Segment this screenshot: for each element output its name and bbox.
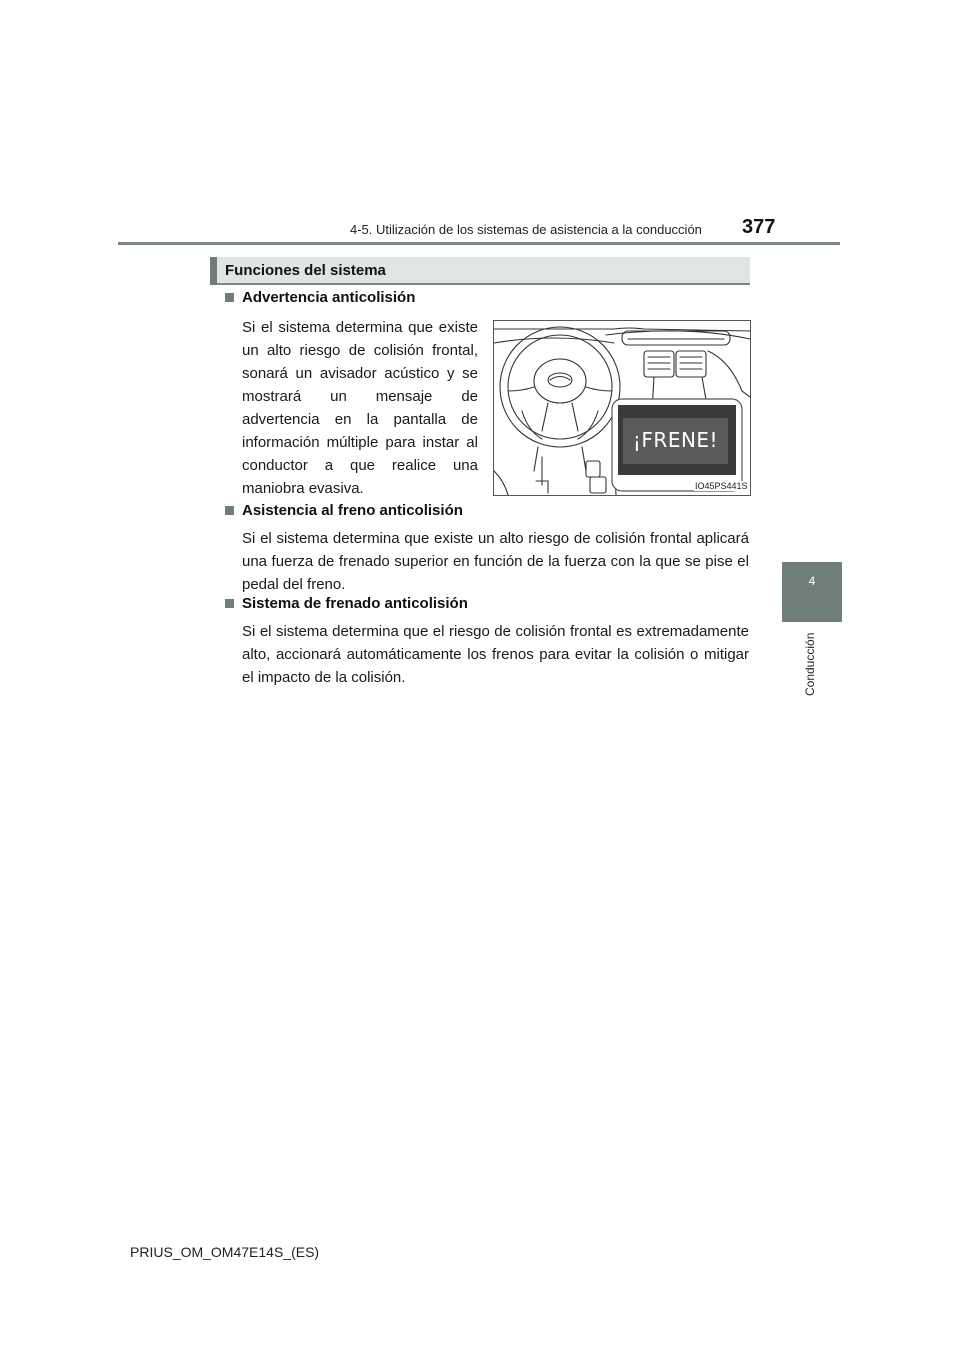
item-heading-brake-assist: Asistencia al freno anticolisión (242, 502, 463, 519)
chapter-tab (782, 562, 842, 622)
section-title-marker (210, 257, 217, 285)
bullet-square-icon (225, 506, 234, 515)
header-section-title: 4-5. Utilización de los sistemas de asistencia a la conducción (350, 222, 702, 237)
header-divider (118, 242, 840, 245)
item-heading-braking-system: Sistema de frenado anticolisión (242, 595, 468, 612)
dashboard-drawing (494, 321, 750, 495)
warning-message-text: ¡FRENE! (632, 428, 719, 452)
section-title: Funciones del sistema (225, 262, 386, 279)
item-text-braking-system: Si el sistema determina que el riesgo de colisión frontal es extremadamente alto, accionará automáticamente los frenos para evitar la colisión o mitigar el impacto de la colisión. (242, 623, 749, 686)
item-text-brake-assist: Si el sistema determina que existe un alto riesgo de colisión frontal aplicará una fuerza de frenado superior en función de la fuerza con la que se pise el pedal del freno. (242, 530, 749, 593)
figure-id: IO45PS441S (695, 481, 748, 491)
page-number: 377 (742, 216, 776, 238)
document-code: PRIUS_OM_OM47E14S_(ES) (130, 1244, 320, 1260)
item-text-warning: Si el sistema determina que existe un alto riesgo de colisión frontal, sonará un avisador acústico y se mostrará un mensaje de advertencia en la pantalla de información múltiple para instar al conductor a que realice una maniobra evasiva. (242, 319, 478, 497)
chapter-number: 4 (808, 574, 816, 588)
chapter-label-container (801, 630, 821, 710)
item-heading-warning: Advertencia anticolisión (242, 289, 416, 306)
chapter-label: Conducción (803, 632, 817, 696)
bullet-square-icon (225, 599, 234, 608)
dashboard-illustration (493, 320, 751, 496)
bullet-square-icon (225, 293, 234, 302)
